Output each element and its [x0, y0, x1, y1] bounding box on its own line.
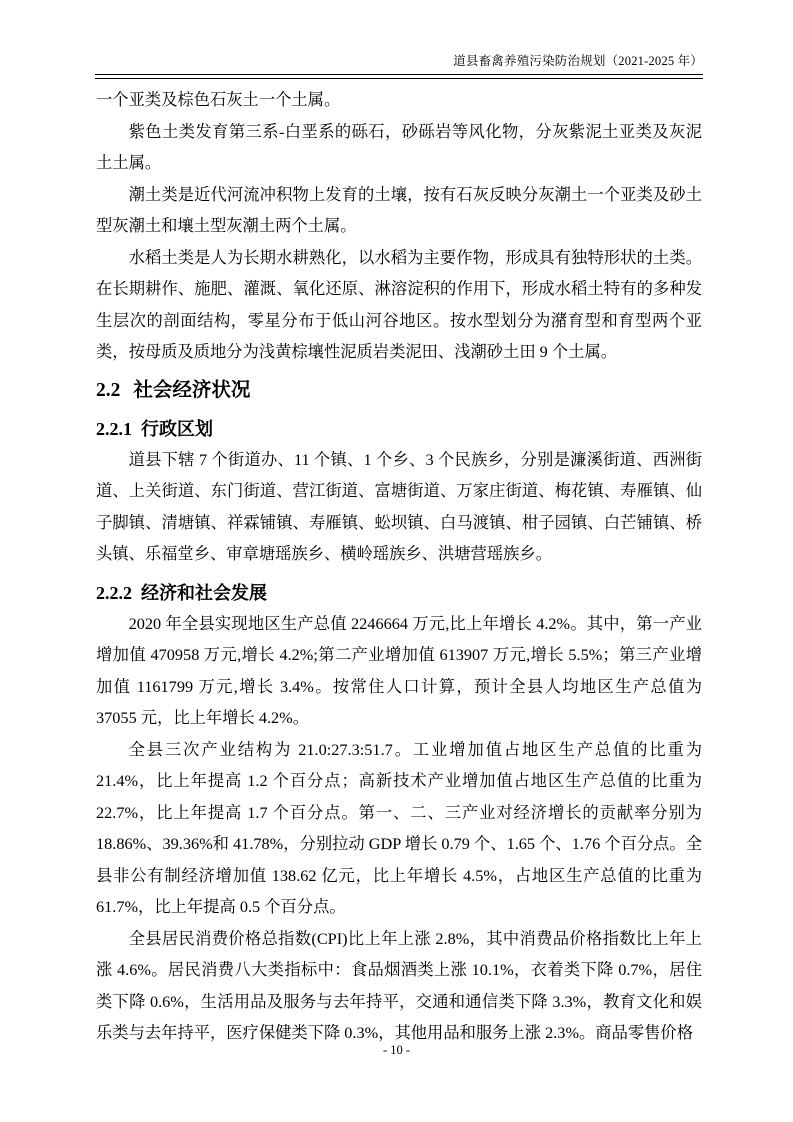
subsection-number: 2.2.2	[96, 582, 132, 603]
page-number: - 10 -	[382, 1043, 411, 1057]
section-number: 2.2	[96, 379, 121, 401]
paragraph-purple-soil: 紫色土类发育第三系-白垩系的砾石，砂砾岩等风化物，分灰紫泥土亚类及灰泥土土属。	[96, 121, 702, 172]
paragraph-fluvo-aquic-soil: 潮土类是近代河流冲积物上发育的土壤，按有石灰反映分灰潮土一个亚类及砂土型灰潮土和壤土型灰潮土两个土属。	[96, 184, 702, 235]
section-title: 社会经济状况	[133, 378, 251, 401]
subsection-title: 经济和社会发展	[141, 582, 267, 603]
section-heading-2-2-1	[96, 414, 702, 444]
subsection-title: 行政区划	[141, 418, 213, 439]
page-header	[95, 52, 703, 79]
running-title: 道县畜禽养殖污染防治规划（2021-2025 年）	[453, 54, 703, 68]
paragraph-industry-structure: 全县三次产业结构为 21.0:27.3:51.7。工业增加值占地区生产总值的比重为 21.4%，比上年提高 1.2 个百分点；高新技术产业增加值占地区生产总值的比重为 22.7%，比上年提高 1.7 个百分点。第一、二、三产业对经济增长的贡献率分别为 18.86%、39.36%和 41.78%，分别拉动 GDP 增长 0.79 个、1.65 个、1.76 个百分点。全县非公有制经济增加值 138.62 亿元，比上年增长 4.5%，占地区生产总值的比重为 61.7%，比上年提高 0.5 个百分点。	[96, 739, 702, 916]
paragraph-administrative-divisions: 道县下辖 7 个街道办、11 个镇、1 个乡、3 个民族乡，分别是濂溪街道、西洲街道、上关街道、东门街道、营江街道、富塘街道、万家庄街道、梅花镇、寿雁镇、仙子脚镇、清塘镇、祥霖铺镇、寿雁镇、蚣坝镇、白马渡镇、柑子园镇、白芒铺镇、桥头镇、乐福堂乡、审章塘瑶族乡、横岭瑶族乡、洪塘营瑶族乡。	[96, 449, 702, 563]
paragraph-soil-continuation: 一个亚类及棕色石灰土一个土属。	[96, 90, 341, 109]
section-heading-2-2	[96, 375, 702, 406]
paragraph-paddy-soil: 水稻土类是人为长期水耕熟化，以水稻为主要作物，形成具有独特形状的土类。在长期耕作、施肥、灌溉、氧化还原、淋溶淀积的作用下，形成水稻土特有的多种发生层次的剖面结构，零星分布于低山河谷地区。按水型划分为潴育型和育型两个亚类，按母质及质地分为浅黄棕壤性泥质岩类泥田、浅潮砂土田 9 个土属。	[96, 247, 702, 361]
section-heading-2-2-2	[96, 578, 702, 608]
page-footer	[0, 1041, 793, 1059]
paragraph-gdp-2020: 2020 年全县实现地区生产总值 2246664 万元,比上年增长 4.2%。其中，第一产业增加值 470958 万元,增长 4.2%;第二产业增加值 613907 万元,增长 5.5%；第三产业增加值 1161799 万元,增长 3.4%。按常住人口计算，预计全县人均地区生产总值为 37055 元，比上年增长 4.2%。	[96, 613, 702, 727]
header-rule	[95, 74, 703, 79]
document-content	[96, 84, 702, 1049]
subsection-number: 2.2.1	[96, 418, 132, 439]
paragraph-cpi: 全县居民消费价格总指数(CPI)比上年上涨 2.8%，其中消费品价格指数比上年上涨 4.6%。居民消费八大类指标中：食品烟酒类上涨 10.1%，衣着类下降 0.7%，居住类下降 0.6%，生活用品及服务与去年持平，交通和通信类下降 3.3%，教育文化和娱乐类与去年持平，医疗保健类下降 0.3%，其他用品和服务上涨 2.3%。商品零售价格	[96, 928, 702, 1042]
